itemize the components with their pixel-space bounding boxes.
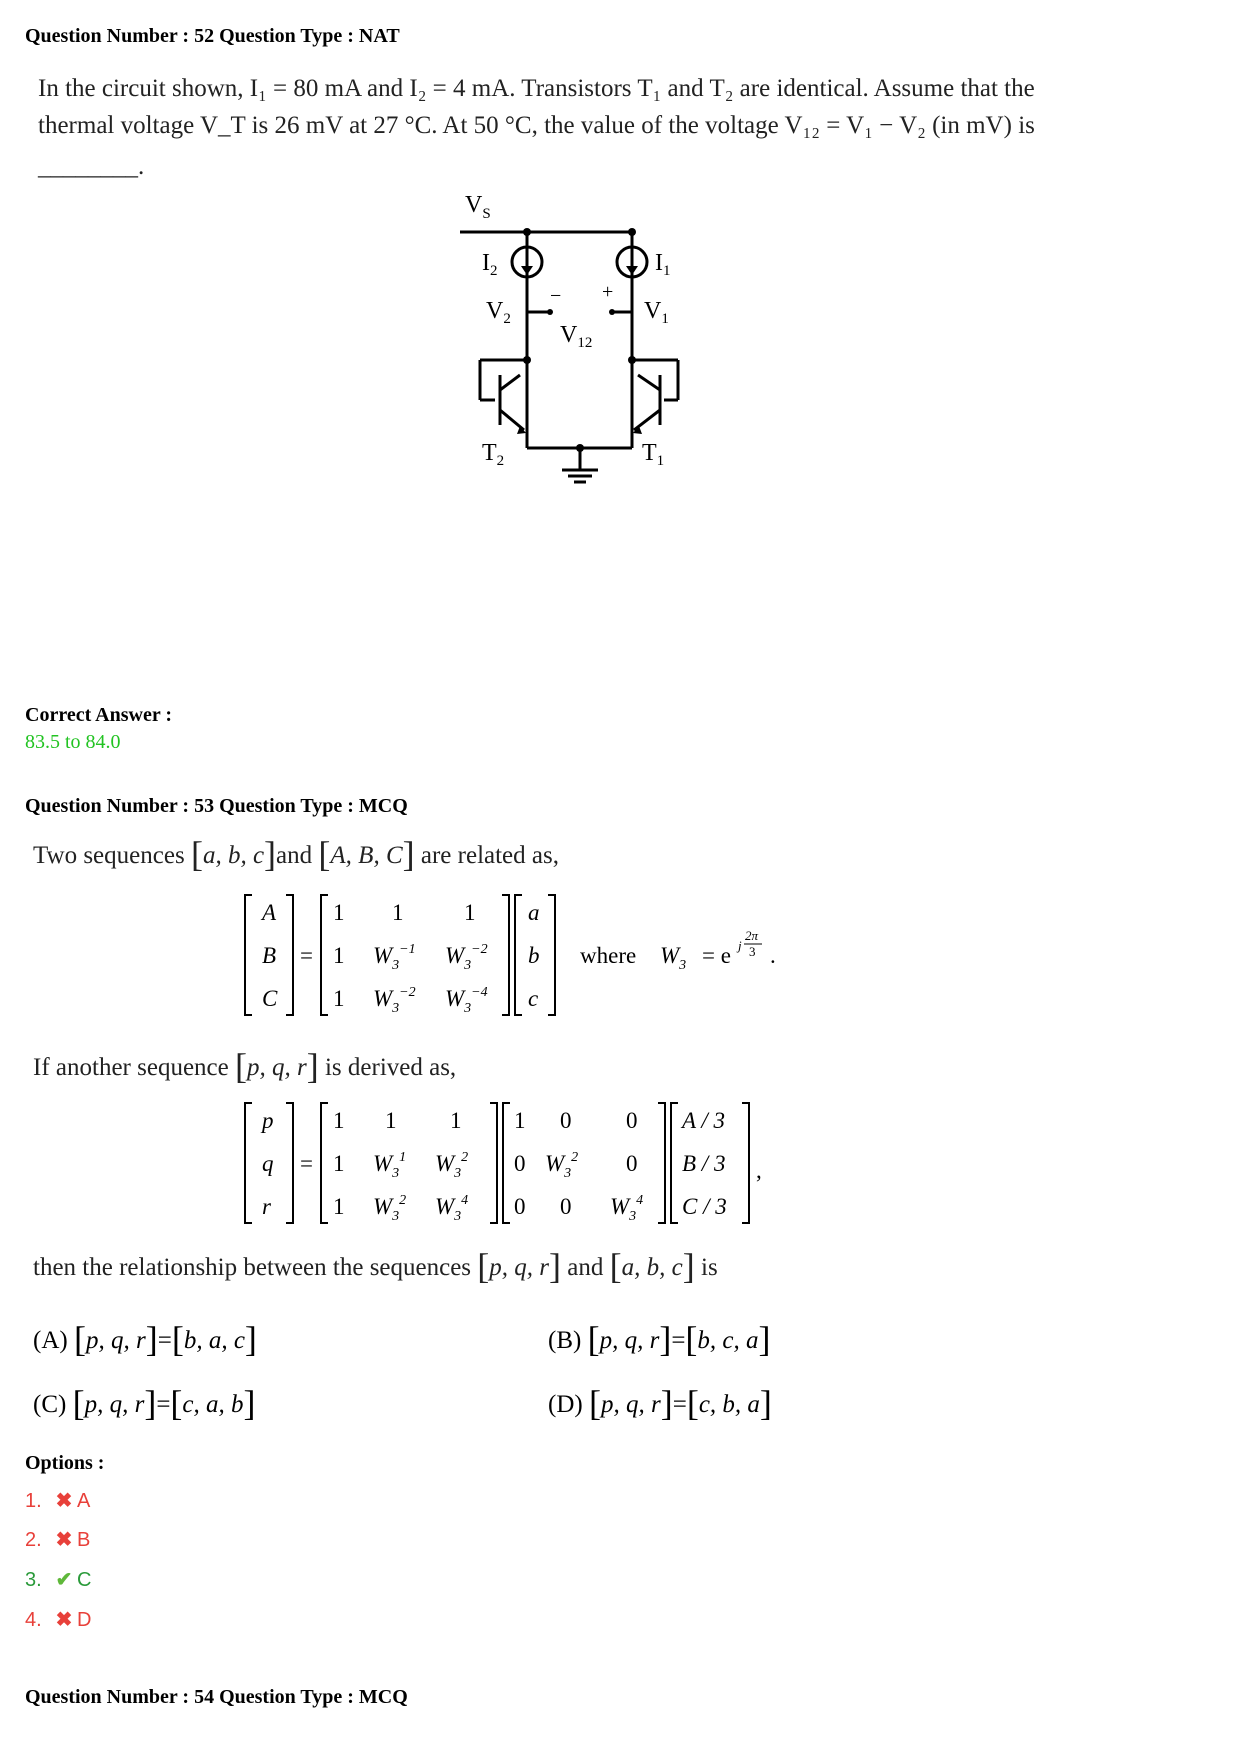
q53-matrix-equation-1: [240, 890, 810, 1020]
q52-correct-label: Correct Answer :: [25, 704, 172, 726]
svg-text:A: A: [262, 900, 277, 925]
svg-text:1: 1: [333, 900, 345, 925]
option-4: 4. ✖ D: [25, 1609, 92, 1631]
svg-text:=: =: [300, 1151, 313, 1176]
q53-choice-b: (B) [p, q, r]=[b, c, a]: [548, 1319, 771, 1359]
svg-text:0: 0: [626, 1151, 638, 1176]
option-2: 2. ✖ B: [25, 1529, 91, 1551]
q52-correct-value: 83.5 to 84.0: [25, 731, 121, 753]
svg-text:0: 0: [560, 1194, 572, 1219]
svg-text:c: c: [528, 986, 539, 1011]
svg-text:W32: $W_3^2$: [435, 1150, 469, 1181]
v1-label: $V_1$: [644, 298, 669, 327]
svg-text:0: 0: [514, 1151, 526, 1176]
svg-text:W34: $W_3^4$: [435, 1193, 469, 1224]
svg-text:.: .: [770, 943, 776, 968]
svg-text:r: r: [262, 1194, 271, 1219]
svg-text:C / 3: C / 3: [682, 1194, 727, 1219]
q53-relation-text: then the relationship between the sequences [p, q, r] and [a, b, c] is: [33, 1246, 718, 1286]
q54-header: Question Number : 54 Question Type : MCQ: [25, 1686, 408, 1708]
svg-text:0: 0: [626, 1108, 638, 1133]
q52-blank: ________.: [38, 153, 145, 180]
svg-text:W32: $W_3^2$: [373, 1193, 407, 1224]
svg-text:3: 3: [749, 944, 756, 959]
svg-text:W3−2: $W_3^{-2}$: [373, 985, 416, 1016]
svg-text:j: j: [738, 938, 742, 953]
i1-label: $I_1$: [655, 250, 671, 279]
svg-text:1: 1: [392, 900, 404, 925]
svg-text:W34: $W_3^4$: [610, 1193, 644, 1224]
q53-header: Question Number : 53 Question Type : MCQ: [25, 795, 408, 817]
svg-text:b: b: [528, 943, 540, 968]
svg-text:p: p: [262, 1108, 274, 1133]
q53-intro: Two sequences [a, b, c]and [A, B, C] are related as,: [33, 834, 559, 874]
q52-header: Question Number : 52 Question Type : NAT: [25, 25, 400, 47]
svg-text:C: C: [262, 986, 278, 1011]
i2-label: $I_2$: [482, 250, 498, 279]
svg-text:1: 1: [333, 943, 345, 968]
svg-text:where: where: [580, 943, 637, 968]
t1-label: $T_1$: [642, 440, 665, 469]
q52-text-line1: In the circuit shown, I₁ = 80 mA and I₂ = 4 mA. Transistors T₁ and T₂ are identical. Assume that the: [38, 75, 1035, 102]
svg-text:a: a: [528, 900, 540, 925]
svg-text:W3−4: $W_3^{-4}$: [445, 985, 488, 1016]
svg-text:W3−2: $W_3^{-2}$: [445, 942, 488, 973]
option-3: 3. ✔ C: [25, 1569, 92, 1591]
option-1: 1. ✖ A: [25, 1490, 91, 1512]
svg-text:q: q: [262, 1151, 274, 1176]
q52-text-line2: thermal voltage V_T is 26 mV at 27 °C. At 50 °C, the value of the voltage V₁₂ = V₁ − V₂ (in mV) is: [38, 112, 1035, 139]
svg-text:0: 0: [560, 1108, 572, 1133]
svg-text:1: 1: [464, 900, 476, 925]
q53-choice-c: (C) [p, q, r]=[c, a, b]: [33, 1383, 256, 1423]
svg-text:B: B: [262, 943, 277, 968]
cross-icon: ✖: [55, 1529, 73, 1551]
svg-text:1: 1: [333, 1194, 345, 1219]
cross-icon: ✖: [55, 1609, 73, 1631]
t2-label: $T_2$: [482, 440, 505, 469]
svg-text:2π: 2π: [745, 928, 759, 943]
svg-text:W3−1: $W_3^{-1}$: [373, 942, 416, 973]
v12-label: $V_{12}$: [560, 322, 593, 351]
svg-text:W32: $W_3^2$: [545, 1150, 579, 1181]
svg-text:= e: = e: [702, 943, 731, 968]
minus-sign: −: [550, 285, 562, 307]
q53-choice-a: (A) [p, q, r]=[b, a, c]: [33, 1319, 257, 1359]
q53-matrix-equation-2: [240, 1098, 780, 1228]
svg-text:1: 1: [450, 1108, 462, 1133]
svg-text:0: 0: [514, 1194, 526, 1219]
q53-derived-text: If another sequence [p, q, r] is derived as,: [33, 1046, 457, 1086]
svg-text:1: 1: [333, 1108, 345, 1133]
q53-choice-d: (D) [p, q, r]=[c, b, a]: [548, 1383, 772, 1423]
svg-text:B / 3: B / 3: [682, 1151, 726, 1176]
check-icon: ✔: [55, 1569, 73, 1591]
svg-text:A / 3: A / 3: [682, 1108, 726, 1133]
v2-label: $V_2$: [486, 298, 511, 327]
svg-text:1: 1: [333, 986, 345, 1011]
svg-text:1: 1: [514, 1108, 526, 1133]
q52-circuit-diagram: [420, 190, 720, 550]
cross-icon: ✖: [55, 1490, 73, 1512]
svg-text:W31: $W_3^1$: [373, 1150, 407, 1181]
svg-text:1: 1: [333, 1151, 345, 1176]
plus-sign: +: [602, 281, 614, 303]
svg-text:W3: $W_3$: [660, 943, 687, 973]
svg-text:1: 1: [385, 1108, 397, 1133]
svg-text:=: =: [300, 943, 313, 968]
q53-options-label: Options :: [25, 1452, 105, 1474]
vs-label: $V_S$: [465, 192, 491, 222]
svg-text:,: ,: [756, 1158, 762, 1183]
